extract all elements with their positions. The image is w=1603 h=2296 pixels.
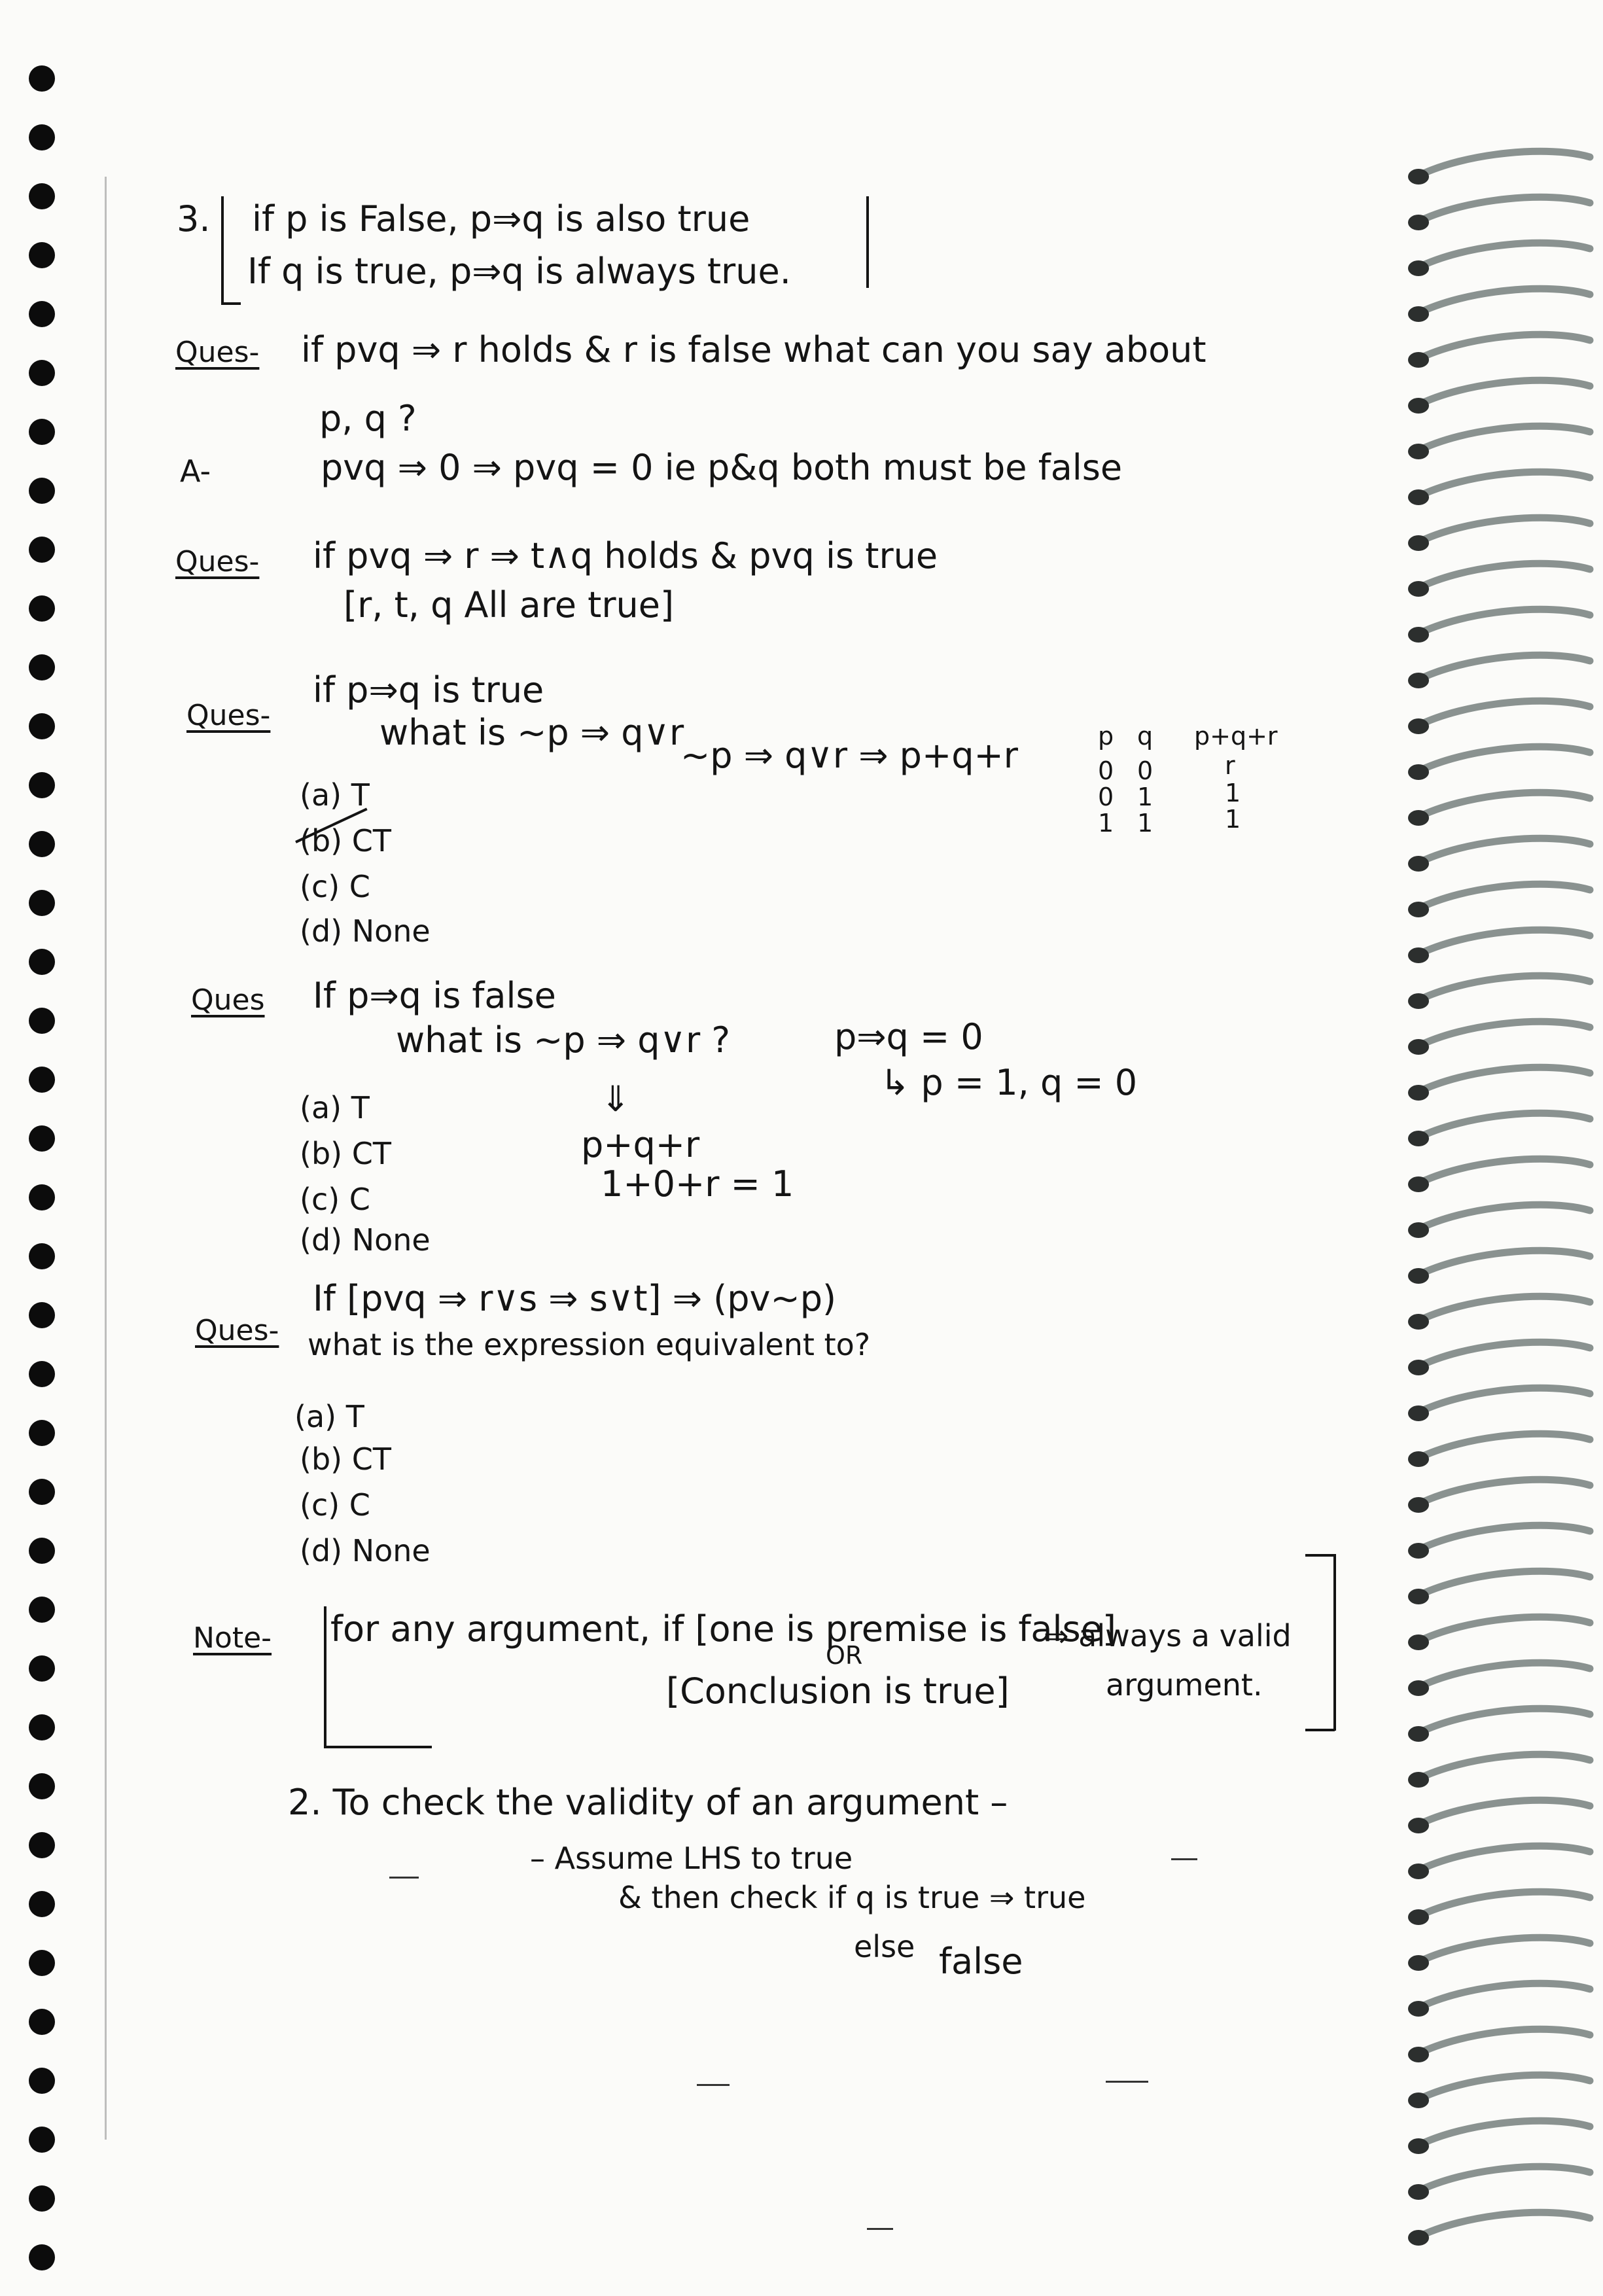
- binder-hole: [29, 772, 55, 798]
- binder-hole: [29, 301, 55, 327]
- q4-label: Ques: [191, 983, 265, 1017]
- binder-hole: [29, 478, 55, 504]
- binder-hole: [29, 1891, 55, 1917]
- spiral-ring-end: [1408, 1360, 1429, 1375]
- q5-line-2: what is the expression equivalent to?: [308, 1327, 871, 1362]
- binder-hole: [29, 1008, 55, 1034]
- binder-hole: [29, 65, 55, 92]
- spiral-coil: [1417, 1205, 1590, 1230]
- binder-hole: [29, 124, 55, 150]
- note-or: OR: [826, 1641, 863, 1670]
- spiral-coil: [1417, 380, 1590, 406]
- spiral-coil: [1417, 1617, 1590, 1642]
- binder-hole: [29, 1302, 55, 1328]
- q4-line-1: If p⇒q is false: [313, 975, 556, 1016]
- binder-hole: [29, 1479, 55, 1505]
- binder-hole: [29, 1773, 55, 1799]
- binder-hole: [29, 1538, 55, 1564]
- q4-option-a: (a) T: [300, 1090, 370, 1125]
- binder-hole: [29, 1950, 55, 1976]
- spiral-ring-end: [1408, 1818, 1429, 1833]
- spiral-coil: [1417, 1525, 1590, 1551]
- spiral-coil: [1417, 1708, 1590, 1734]
- spiral-coil: [1417, 1663, 1590, 1688]
- binder-hole: [29, 2185, 55, 2212]
- margin-line: [105, 177, 107, 2140]
- spiral-ring-end: [1408, 1863, 1429, 1879]
- table-cell: r: [1225, 751, 1235, 780]
- binder-hole: [29, 2068, 55, 2094]
- binder-hole: [29, 1832, 55, 1858]
- q4-work-1: p⇒q = 0: [834, 1016, 983, 1057]
- table-cell: 1: [1137, 809, 1154, 838]
- q2-line-2: [r, t, q All are true]: [344, 584, 675, 626]
- spiral-coil: [1417, 1571, 1590, 1597]
- spiral-ring-end: [1408, 673, 1429, 688]
- spiral-coil: [1417, 1846, 1590, 1871]
- binder-hole: [29, 1361, 55, 1387]
- binder-hole: [29, 2244, 55, 2270]
- note-box-bottom-right: [1305, 1729, 1335, 1731]
- spiral-ring-end: [1408, 993, 1429, 1009]
- validity-line-1: 2. To check the validity of an argument –: [288, 1782, 1008, 1823]
- spiral-ring-end: [1408, 2001, 1429, 2017]
- spiral-ring-end: [1408, 1039, 1429, 1055]
- q5-option-a: (a) T: [294, 1399, 364, 1434]
- spiral-coil: [1417, 472, 1590, 497]
- spiral-ring-end: [1408, 398, 1429, 414]
- spiral-ring-end: [1408, 2093, 1429, 2108]
- binder-hole: [29, 2009, 55, 2035]
- q4-work-4: 1+0+r = 1: [601, 1163, 794, 1205]
- spiral-ring-end: [1408, 2184, 1429, 2200]
- spiral-coil: [1417, 1159, 1590, 1184]
- spiral-coil: [1417, 1983, 1590, 2009]
- spiral-ring-end: [1408, 810, 1429, 826]
- spiral-coil: [1417, 1113, 1590, 1139]
- spiral-ring-end: [1408, 947, 1429, 963]
- spiral-ring-end: [1408, 444, 1429, 459]
- spiral-ring-end: [1408, 627, 1429, 643]
- spiral-coil: [1417, 1479, 1590, 1505]
- binder-hole: [29, 1067, 55, 1093]
- q4-work-2: ↳ p = 1, q = 0: [880, 1062, 1138, 1103]
- binder-hole: [29, 949, 55, 975]
- spiral-coil: [1417, 976, 1590, 1001]
- validity-line-2: – Assume LHS to true: [530, 1841, 853, 1876]
- spiral-ring-end: [1408, 1772, 1429, 1788]
- spiral-ring-end: [1408, 1726, 1429, 1742]
- spiral-ring-end: [1408, 1222, 1429, 1238]
- spiral-coil: [1417, 563, 1590, 589]
- note-box-bottom: [324, 1746, 432, 1748]
- binder-hole: [29, 1243, 55, 1269]
- spiral-ring-end: [1408, 1268, 1429, 1284]
- note3-right-bracket: [866, 196, 869, 288]
- spiral-coil: [1417, 609, 1590, 635]
- q4-line-2: what is ~p ⇒ q∨r ?: [396, 1019, 731, 1061]
- note-result-1: ⇒ always a valid: [1044, 1618, 1292, 1653]
- binder-hole: [29, 419, 55, 445]
- q4-option-b: (b) CT: [300, 1136, 391, 1171]
- binder-hole: [29, 831, 55, 857]
- spiral-coil: [1417, 884, 1590, 910]
- note3-line-1: if p is False, p⇒q is also true: [252, 198, 750, 239]
- spiral-coil: [1417, 426, 1590, 451]
- pencil-mark: [697, 2084, 730, 2086]
- spiral-ring-end: [1408, 535, 1429, 551]
- q3-line-1: if p⇒q is true: [313, 669, 544, 711]
- spiral-coil: [1417, 930, 1590, 955]
- spiral-coil: [1417, 1250, 1590, 1276]
- spiral-coil: [1417, 655, 1590, 680]
- spiral-coil: [1417, 1434, 1590, 1459]
- q2-label: Ques-: [175, 545, 260, 578]
- spiral-coil: [1417, 1892, 1590, 1917]
- q3-work: ~p ⇒ q∨r ⇒ p+q+r: [680, 735, 1018, 776]
- spiral-ring-end: [1408, 169, 1429, 185]
- spiral-ring-end: [1408, 489, 1429, 505]
- binder-hole: [29, 1655, 55, 1682]
- q3-label: Ques-: [186, 699, 271, 732]
- spiral-binding: [1387, 0, 1603, 2296]
- spiral-ring-end: [1408, 1497, 1429, 1513]
- binder-hole: [29, 654, 55, 680]
- spiral-coil: [1417, 1342, 1590, 1368]
- spiral-ring-end: [1408, 1589, 1429, 1604]
- spiral-ring-end: [1408, 1314, 1429, 1330]
- spiral-coil: [1417, 2166, 1590, 2192]
- q1-line-1: if pvq ⇒ r holds & r is false what can you say about: [301, 329, 1207, 370]
- pencil-mark: [1106, 2081, 1148, 2083]
- pencil-mark: [1171, 1858, 1197, 1860]
- spiral-coil: [1417, 1754, 1590, 1780]
- spiral-ring-end: [1408, 1085, 1429, 1101]
- q4-option-d: (d) None: [300, 1222, 431, 1258]
- note-box-left: [324, 1606, 326, 1747]
- q4-work-3: p+q+r: [581, 1124, 700, 1165]
- spiral-coil: [1417, 1296, 1590, 1322]
- binder-hole: [29, 595, 55, 622]
- spiral-ring-end: [1408, 1405, 1429, 1421]
- spiral-ring-end: [1408, 856, 1429, 872]
- spiral-coil: [1417, 151, 1590, 177]
- binder-hole: [29, 2127, 55, 2153]
- spiral-ring-end: [1408, 2047, 1429, 2062]
- validity-line-5: false: [939, 1941, 1023, 1982]
- pencil-mark: [389, 1877, 419, 1879]
- binder-hole: [29, 1125, 55, 1152]
- q3-option-c: (c) C: [300, 869, 370, 904]
- spiral-ring-end: [1408, 306, 1429, 322]
- q4-arrow: ⇓: [601, 1078, 631, 1120]
- spiral-coil: [1417, 1021, 1590, 1047]
- pencil-mark: [867, 2228, 893, 2230]
- spiral-ring-end: [1408, 2230, 1429, 2246]
- q5-option-c: (c) C: [300, 1487, 370, 1523]
- note-number: 3.: [177, 198, 211, 239]
- binder-hole: [29, 242, 55, 268]
- table-cell: 1: [1098, 809, 1114, 838]
- note-result-2: argument.: [1106, 1667, 1263, 1703]
- table-cell: 0: [1098, 756, 1114, 785]
- spiral-coil: [1417, 2121, 1590, 2146]
- spiral-coil: [1417, 243, 1590, 268]
- note-label: Note-: [193, 1621, 272, 1655]
- spiral-ring-end: [1408, 902, 1429, 917]
- table-header-sum: p+q+r: [1194, 722, 1278, 751]
- spiral-coil: [1417, 197, 1590, 222]
- q4-option-c: (c) C: [300, 1182, 370, 1217]
- validity-line-3: & then check if q is true ⇒ true: [618, 1880, 1086, 1915]
- q1-label: Ques-: [175, 336, 260, 369]
- spiral-coil: [1417, 1388, 1590, 1413]
- binder-hole: [29, 713, 55, 739]
- spiral-coil: [1417, 838, 1590, 864]
- spiral-ring-end: [1408, 1451, 1429, 1467]
- q3-option-b: (b) CT: [300, 823, 391, 858]
- q3-option-a: (a) T: [300, 777, 370, 813]
- note-line-1: for any argument, if [one is premise is false]: [330, 1608, 1116, 1650]
- q5-option-d: (d) None: [300, 1533, 431, 1568]
- spiral-coil: [1417, 2212, 1590, 2238]
- binder-hole: [29, 1420, 55, 1446]
- binder-hole: [29, 890, 55, 916]
- q5-line-1: If [pvq ⇒ r∨s ⇒ s∨t] ⇒ (pv~p): [313, 1278, 837, 1319]
- table-cell: 1: [1225, 805, 1241, 834]
- binder-hole: [29, 537, 55, 563]
- table-header-p: p: [1098, 722, 1114, 751]
- note3-line-2: If q is true, p⇒q is always true.: [247, 251, 791, 292]
- spiral-coil: [1417, 518, 1590, 543]
- spiral-coil: [1417, 1800, 1590, 1826]
- binder-hole: [29, 1184, 55, 1210]
- spiral-coil: [1417, 289, 1590, 314]
- validity-line-4: else: [854, 1929, 915, 1964]
- note-box-right: [1333, 1554, 1336, 1731]
- spiral-ring-end: [1408, 1909, 1429, 1925]
- table-header-q: q: [1137, 722, 1154, 751]
- spiral-coil: [1417, 2029, 1590, 2055]
- spiral-coil: [1417, 334, 1590, 360]
- spiral-ring-end: [1408, 1543, 1429, 1559]
- spiral-ring-end: [1408, 1176, 1429, 1192]
- q5-label: Ques-: [195, 1314, 279, 1347]
- spiral-ring-end: [1408, 260, 1429, 276]
- binder-hole: [29, 1597, 55, 1623]
- binder-hole: [29, 183, 55, 209]
- spiral-ring-end: [1408, 581, 1429, 597]
- q3-option-d: (d) None: [300, 913, 431, 949]
- q3-line-2: what is ~p ⇒ q∨r: [379, 712, 684, 753]
- note3-left-bracket: [221, 196, 224, 304]
- binder-hole: [29, 360, 55, 386]
- spiral-coil: [1417, 1937, 1590, 1963]
- spiral-ring-end: [1408, 718, 1429, 734]
- binder-hole: [29, 1714, 55, 1740]
- table-cell: 0: [1098, 783, 1114, 811]
- spiral-ring-end: [1408, 1634, 1429, 1650]
- spiral-ring-end: [1408, 1131, 1429, 1146]
- spiral-coil: [1417, 747, 1590, 772]
- q5-option-b: (b) CT: [300, 1441, 391, 1477]
- spiral-ring-end: [1408, 764, 1429, 780]
- q1-line-2: p, q ?: [319, 398, 417, 439]
- q1-answer-label: A-: [180, 453, 211, 489]
- note3-left-bracket-foot: [221, 302, 241, 305]
- q2-line-1: if pvq ⇒ r ⇒ t∧q holds & pvq is true: [313, 535, 938, 576]
- spiral-coil: [1417, 2075, 1590, 2100]
- table-cell: 0: [1137, 756, 1154, 785]
- spiral-coil: [1417, 1067, 1590, 1093]
- spiral-ring-end: [1408, 215, 1429, 230]
- note-box-top-right: [1305, 1554, 1335, 1557]
- spiral-ring-end: [1408, 1955, 1429, 1971]
- table-cell: 1: [1137, 783, 1154, 811]
- note-line-2: [Conclusion is true]: [666, 1670, 1010, 1712]
- spiral-coil: [1417, 701, 1590, 726]
- spiral-ring-end: [1408, 2138, 1429, 2154]
- table-cell: 1: [1225, 779, 1241, 807]
- spiral-coil: [1417, 792, 1590, 818]
- spiral-ring-end: [1408, 1680, 1429, 1696]
- q1-answer: pvq ⇒ 0 ⇒ pvq = 0 ie p&q both must be false: [321, 447, 1123, 488]
- spiral-ring-end: [1408, 352, 1429, 368]
